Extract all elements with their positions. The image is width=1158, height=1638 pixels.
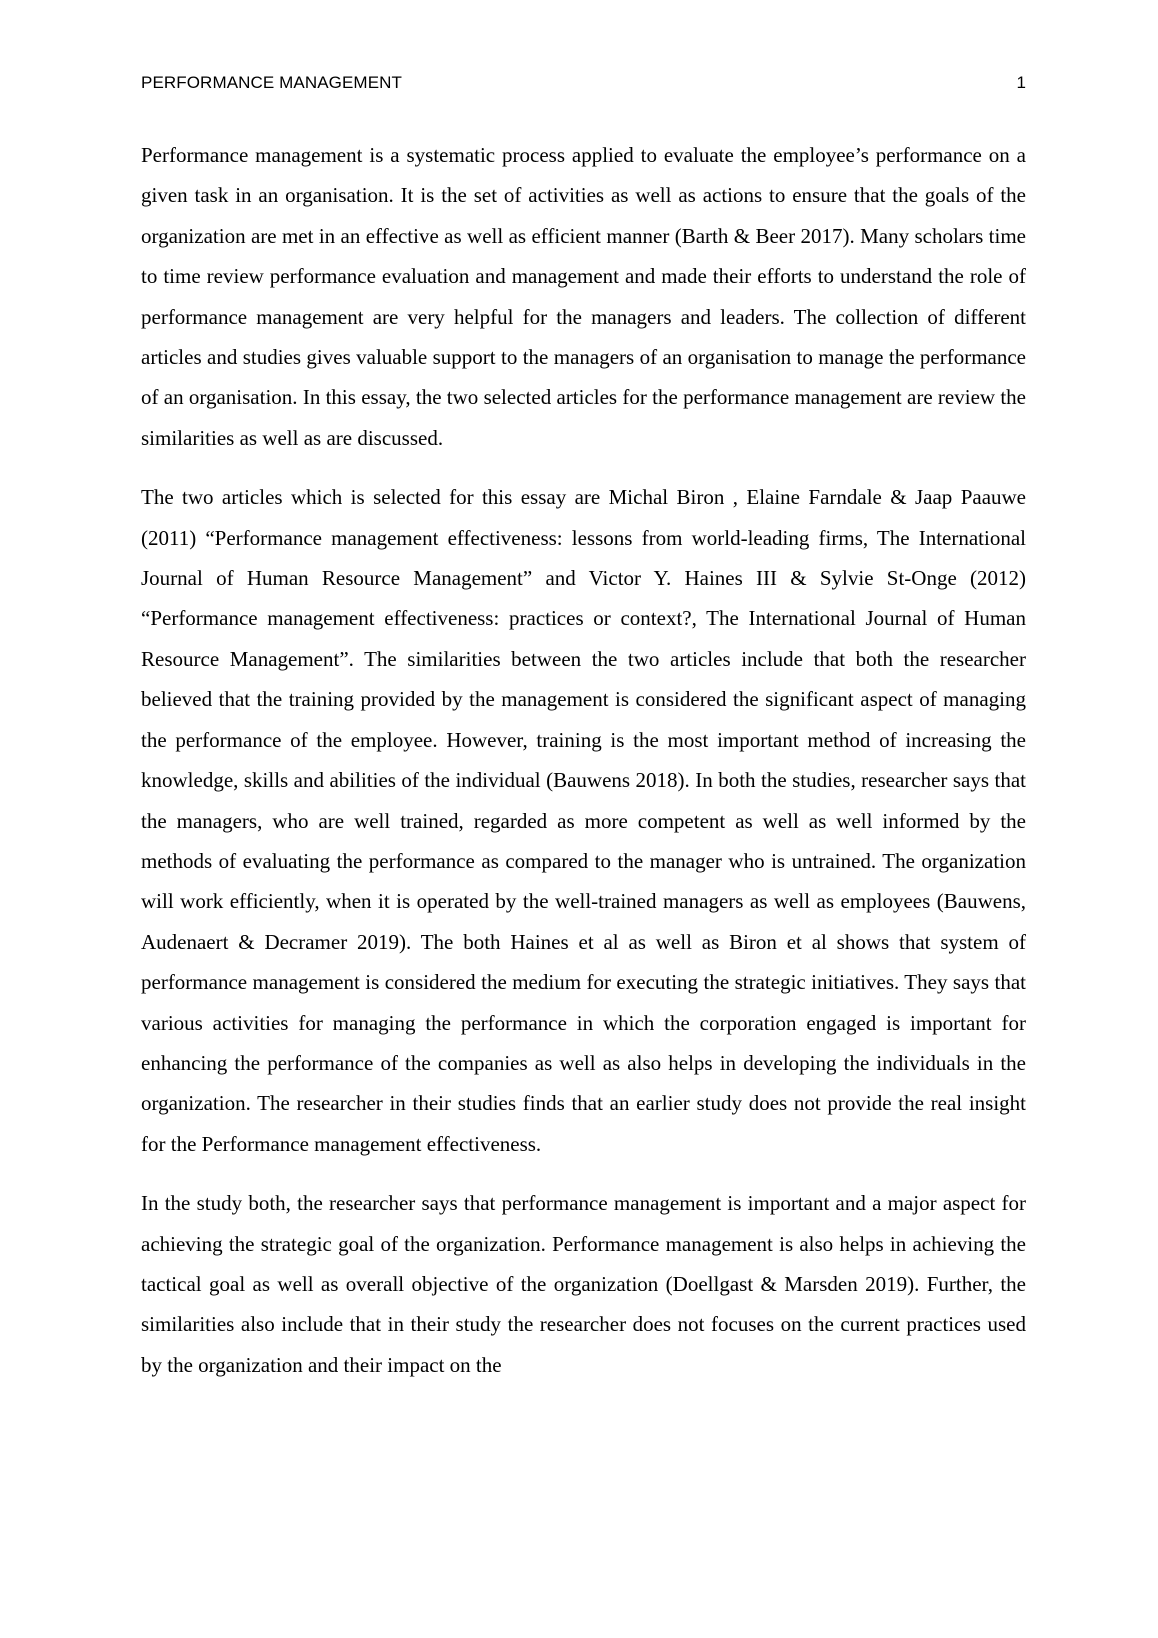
page-number: 1 <box>1016 73 1026 92</box>
page-header <box>141 71 1026 95</box>
document-body <box>141 135 1026 1404</box>
paragraph-strategic-goals: In the study both, the researcher says that performance management is important and a major aspect for achieving the strategic goal of the organization. Performance management is also helps in achieving the tactical goal as well as overall objective of the organization (Doellgast & Marsden 2019). Further, the similarities also include that in their study the researcher does not focuses on the current practices used by the organization and their impact on the <box>141 1191 1026 1377</box>
running-title: PERFORMANCE MANAGEMENT <box>141 73 402 92</box>
paragraph-selected-articles: The two articles which is selected for this essay are Michal Biron , Elaine Farndale & Jaap Paauwe (2011) “Performance management effectiveness: lessons from world-leading firms, The International Journal of Human Resource Management” and Victor Y. Haines III & Sylvie St-Onge (2012) “Performance management effectiveness: practices or context?, The International Journal of Human Resource Management”. The similarities between the two articles include that both the researcher believed that the training provided by the management is considered the significant aspect of managing the performance of the employee. However, training is the most important method of increasing the knowledge, skills and abilities of the individual (Bauwens 2018). In both the studies, researcher says that the managers, who are well trained, regarded as more competent as well as well informed by the methods of evaluating the performance as compared to the manager who is untrained. The organization will work efficiently, when it is operated by the well-trained managers as well as employees (Bauwens, Audenaert & Decramer 2019). The both Haines et al as well as Biron et al shows that system of performance management is considered the medium for executing the strategic initiatives. They says that various activities for managing the performance in which the corporation engaged is important for enhancing the performance of the companies as well as also helps in developing the individuals in the organization. The researcher in their studies finds that an earlier study does not provide the real insight for the Performance management effectiveness. <box>141 485 1026 1156</box>
paragraph-introduction: Performance management is a systematic process applied to evaluate the employee’s performance on a given task in an organisation. It is the set of activities as well as actions to ensure that the goals of the organization are met in an effective as well as efficient manner (Barth & Beer 2017). Many scholars time to time review performance evaluation and management and made their efforts to understand the role of performance management are very helpful for the managers and leaders. The collection of different articles and studies gives valuable support to the managers of an organisation to manage the performance of an organisation. In this essay, the two selected articles for the performance management are review the similarities as well as are discussed. <box>141 143 1026 450</box>
